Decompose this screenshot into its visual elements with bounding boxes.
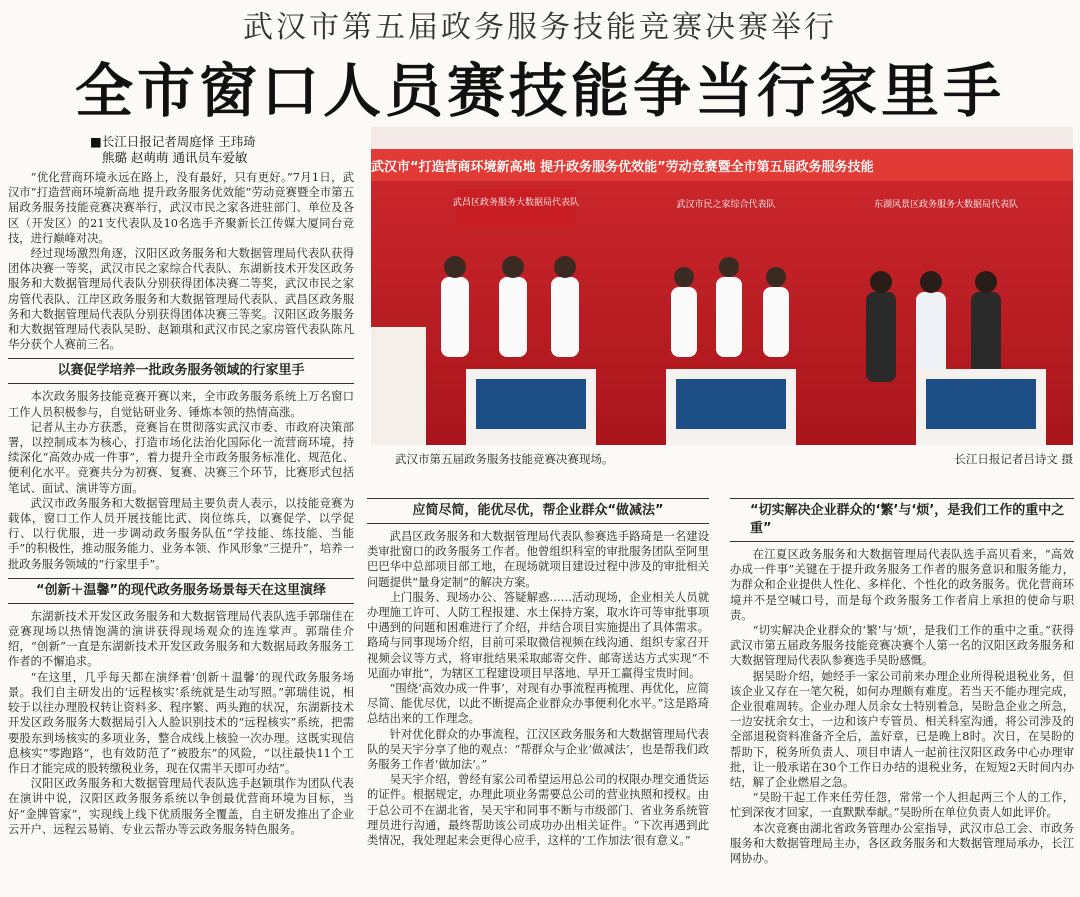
subheading: “切实解决企业群众的‘繁’与‘烦’，是我们工作的重中之重” — [730, 498, 1074, 542]
paragraph: “优化营商环境永远在路上，没有最好，只有更好。”7月1日，武汉市“打造营商环境新高地 提升政务服务优效能”劳动竞赛暨全市第五届政务服务技能竞赛决赛举行，武汉市民之家各进驻部门、单位及各区（开发区）的21支代表队及10名选手齐聚新长江传媒大厦同台竞技，进行巅峰对决。 — [8, 171, 354, 245]
paragraph: 本次竞赛由湖北省政务管理办公室指导，武汉市总工会、市政务服务和大数据管理局主办，各区政务服务和大数据管理局承办，长江网协办。 — [730, 821, 1074, 866]
paragraph: “切实解决企业群众的‘繁’与‘烦’，是我们工作的重中之重。”获得武汉市第五届政务服务技能竞赛决赛个人第一名的汉阳区政务服务和大数据管理局代表队参赛选手吴盼感慨。 — [730, 624, 1074, 668]
paragraph: “在这里，几乎每天都在演绎着‘创新＋温馨’的现代政务服务场景。我们自主研发出的‘远程核实’系统就是生动写照。”郭瑞佳说，相较于以往办理股权转让资料多、程序繁、两头跑的状况，东湖新技术开发区政务服务大数据局引入人脸识别技术的“远程核实”系统，把需要股东到场核实的多项业务，整合成线上核验一次办理。这既实现信息核实“零跑路”，也有效防范了“被股东”的风险，“以往最快11个工作日才能完成的股转缴税业务，现在仅需半天即可办结”。 — [8, 670, 354, 775]
paragraph: 上门服务、现场办公、答疑解惑……活动现场，企业相关人员就办理施工许可、人防工程报建、水土保持方案，取水许可等审批事项中遇到的问题和困难进行了介绍，并结合项目实施提出了具体需求。路琦与同事现场介绍，目前可采取微信视频在线沟通、组织专家召开视频会议等方式，将审批结果采取邮寄交件、邮寄送达方式实现“不见面办审批”，为辖区工程建设项目早落地、早开工赢得宝贵时间。 — [367, 590, 709, 680]
paragraph: “围绕‘高效办成一件事’，对现有办事流程再梳理、再优化，应简尽简、能优尽优，以此不断提高企业群众办事便利化水平。”这是路琦总结出来的工作理念。 — [367, 682, 709, 726]
paragraph: 本次政务服务技能竞赛开赛以来，全市政务服务系统上万名窗口工作人员积极参与，自觉钻研业务、锤炼本领的热情高涨。 — [8, 390, 354, 419]
headline: 全市窗口人员赛技能争当行家里手 — [74, 57, 1005, 125]
column-3 — [730, 492, 1074, 866]
paragraph: 武昌区政务服务和大数据管理局代表队参赛选手路琦是一名建设类审批窗口的政务服务工作者。他曾组织科室的审批服务团队至阿里巴巴华中总部项目部工地，在现场就项目建设过程中涉及的审批相关问题提供“量身定制”的解决方案。 — [367, 530, 709, 589]
people-group-mid — [671, 257, 789, 357]
paragraph: 汉阳区政务服务和大数据管理局代表队选手赵颖琪作为团队代表在演讲中说，汉阳区政务服务系统以争创最优营商环境为目标，当好“金牌管家”，实现线上线下优质服务全覆盖，自主研发推出了企业云开户、远程云易销、专业云帮办等云政务服务特色服务。 — [8, 777, 354, 836]
paragraph: 经过现场激烈角逐，汉阳区政务服务和大数据管理局代表队获得团体决赛一等奖，武汉市民之家综合代表队、东湖新技术开发区政务服务和大数据管理局代表队分别获得团体决赛二等奖，武汉市民之家房管代表队、江岸区政务服务和大数据管理局代表队、武昌区政务服务和大数据管理局代表队分别获得团体决赛三等奖。汉阳区政务服务和大数据管理局代表队吴盼、赵颖琪和武汉市民之家房管代表队陈凡华分获个人赛前三名。 — [8, 247, 354, 352]
photo-banner: 武汉市“打造营商环境新高地 提升政务服务优效能”劳动竞赛暨全市第五届政务服务技能 — [371, 160, 874, 175]
subheading: 应简尽简，能优尽优，帮企业群众“做减法” — [367, 498, 709, 524]
people-group-left — [441, 256, 579, 357]
paragraph: “吴盼干起工作来任劳任怨，常常一个人担起两三个人的工作，忙到深夜才回家，一直默默奉献。”吴盼所在单位负责人如此评价。 — [730, 791, 1074, 820]
subheading: “创新＋温馨”的现代政务服务场景每天在这里演绎 — [8, 578, 354, 604]
byline — [90, 134, 256, 166]
kicker: 武汉市第五届政务服务技能竞赛决赛举行 — [243, 10, 837, 45]
paragraph: 吴天宇介绍，曾经有家公司希望运用总公司的权限办理交通货运的证件。根据规定，办理此项业务需要总公司的营业执照和授权。由于总公司不在湖北省，吴天宇和同事不断与市级部门、省业务系统管理员进行沟通，最终帮助该公司成功办出相关证件。“下次再遇到此类情况，我处理起来会更得心应手，这样的‘工作加法’很有意义。” — [367, 773, 709, 848]
column-2 — [367, 492, 709, 848]
team-sign-mid: 武汉市民之家综合代表队 — [676, 200, 776, 210]
paragraph: 东湖新技术开发区政务服务和大数据管理局代表队选手郭瑞佳在竞赛现场以热情饱满的演讲获得现场观众的连连掌声。郭瑞佳介绍，“创新”一直是东湖新技术开发区政务服务和大数据局政务服务工作者的不懈追求。 — [8, 609, 354, 669]
paragraph: 武汉市政务服务和大数据管理局主要负责人表示，以技能竞赛为载体，窗口工作人员开展技能比武、岗位练兵，以赛促学、以学促行、以行优服，进一步调动政务服务队伍“学技能、练技能、当能手”的积极性，推动服务能力、业务本领、作风形象“三提升”，培养一批政务服务领域的“行家里手”。 — [8, 496, 354, 571]
news-photo — [371, 127, 1073, 445]
column-1 — [8, 170, 354, 837]
paragraph: 据吴盼介绍，她经手一家公司前来办理企业所得税退税业务，但该企业又存在一笔欠税，如何办理颇有难度。若当天不能办理完成，企业很难周转。企业办理人员余女士特别着急，吴盼急企业之所急，一边安抚余女士，一边和该户专管员、相关科室沟通，将公司涉及的全部退税资料准备齐全后，盖好章，已是晚上8时。次日，在吴盼的帮助下，税务所负责人、项目申请人一起前往汉阳区政务中心办理审批，让一般承诺在30个工作日办结的退税业务，在短短2天时间内办结，解了企业燃眉之急。 — [730, 669, 1074, 790]
team-sign-right: 东湖风景区政务服务大数据局代表队 — [873, 200, 1019, 210]
caption-text: 武汉市第五届政务服务技能竞赛决赛现场。 — [395, 452, 614, 466]
subheading: 以赛促学培养一批政务服务领域的行家里手 — [8, 358, 354, 384]
paragraph: 记者从主办方获悉，竞赛旨在贯彻落实武汉市委、市政府决策部署，以控制成本为核心，打造市场化法治化国际化一流营商环境，持续深化“高效办成一件事”，着力提升全市政务服务标准化、规范化、便利化水平。竞赛共分为初赛、复赛、决赛三个环节，比赛形式包括笔试、面试、演讲等方面。 — [8, 420, 354, 495]
byline-line-2: 熊璐 赵萌萌 通讯员车爱敏 — [102, 150, 248, 165]
paragraph: 在江夏区政务服务和大数据管理局代表队选手高贝看来，“高效办成一件事”关键在于提升政务服务工作者的服务意识和服务能力，为群众和企业提供人性化、多样化、个性化的政务服务。优化营商环境并不是空喊口号，而是每个政务服务工作者肩上承担的使命与职责。 — [730, 548, 1074, 622]
photo-credit: 长江日报记者吕诗文 摄 — [954, 452, 1073, 466]
team-sign-left: 武昌区政务服务大数据局代表队 — [452, 198, 580, 208]
people-group-right — [866, 271, 1001, 382]
byline-line-1: ■长江日报记者周庭怿 王玮琦 — [90, 134, 256, 149]
paragraph: 针对优化群众的办事流程，江汉区政务服务和大数据管理局代表队的吴天宇分享了他的观点：“帮群众与企业‘做减法’，也是帮我们政务服务工作者‘做加法’。” — [367, 727, 709, 772]
